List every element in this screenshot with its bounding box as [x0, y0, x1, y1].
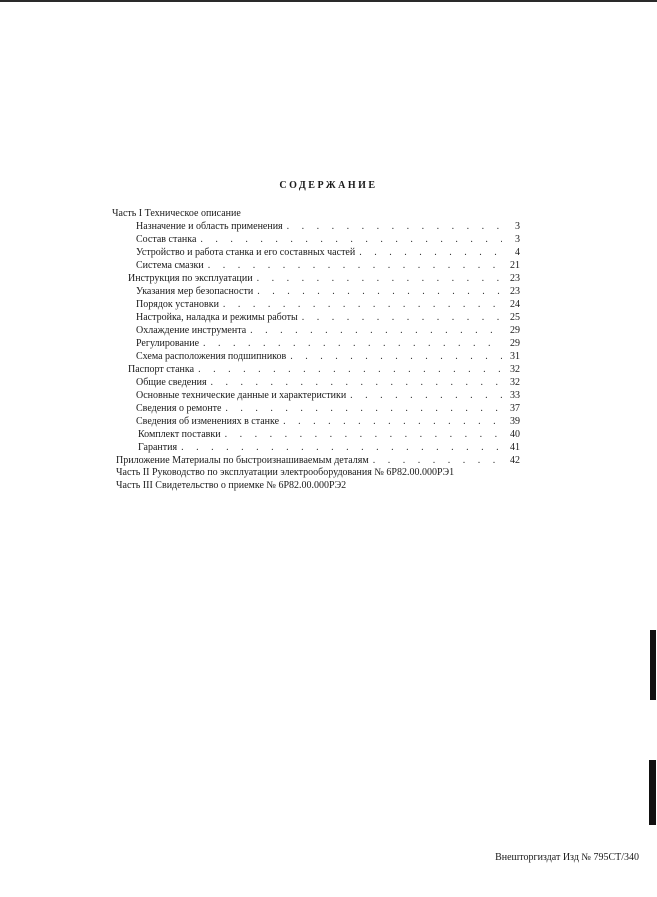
toc-entry-page: 33	[510, 390, 520, 401]
toc-entry-page: 40	[510, 429, 520, 440]
toc-entry-page: 4	[515, 247, 520, 258]
toc-entry[interactable]	[128, 272, 520, 285]
dot-leader	[225, 428, 502, 441]
toc-entry-label: Общие сведения	[136, 377, 207, 388]
toc-entry-label: Состав станка	[136, 234, 197, 245]
toc-entry-label: Назначение и область применения	[136, 221, 283, 232]
toc-entry-page: 37	[510, 403, 520, 414]
dot-leader	[359, 246, 502, 259]
dot-leader	[208, 259, 502, 272]
toc-entry-label: Регулирование	[136, 338, 200, 349]
toc-entry-page: 23	[510, 273, 520, 284]
toc-entry-page: 42	[510, 455, 520, 466]
toc-entry[interactable]	[136, 324, 520, 337]
toc-entry[interactable]	[136, 415, 520, 428]
toc-entry-label: Инструкция по эксплуатации	[128, 273, 253, 284]
toc-entry-page: 41	[510, 442, 520, 453]
dot-leader	[283, 415, 502, 428]
toc-entry[interactable]	[136, 311, 520, 324]
toc-entry[interactable]	[136, 402, 520, 415]
toc-entry-page: 39	[510, 416, 520, 427]
page-title: СОДЕРЖАНИЕ	[279, 180, 378, 191]
toc-entry-page: 3	[515, 234, 520, 245]
part2-line[interactable]: Часть II Руководство по эксплуатации электрооборудования № 6Р82.00.000РЭ1	[116, 467, 455, 478]
dot-leader	[290, 350, 502, 363]
toc-entry[interactable]	[136, 220, 520, 233]
dot-leader	[200, 233, 502, 246]
toc-entry[interactable]	[138, 441, 520, 454]
toc-entry[interactable]	[136, 233, 520, 246]
toc-entry-page: 32	[510, 364, 520, 375]
dot-leader	[257, 272, 502, 285]
toc-entry-label: Указания мер безопасности	[136, 286, 254, 297]
dot-leader	[250, 324, 502, 337]
toc-entry-page: 32	[510, 377, 520, 388]
toc-entry-page: 3	[515, 221, 520, 232]
toc-entry-label: Основные технические данные и характеристики	[136, 390, 347, 401]
toc-entry-label: Настройка, наладка и режимы работы	[136, 312, 298, 323]
toc-entry-label: Сведения о ремонте	[136, 403, 222, 414]
toc-entry-page: 29	[510, 325, 520, 336]
toc-entry[interactable]	[138, 428, 520, 441]
toc-entry-label: Порядок установки	[136, 299, 219, 310]
part1-heading: Часть I Техническое описание	[112, 208, 241, 219]
dot-leader	[225, 402, 502, 415]
dot-leader	[203, 337, 502, 350]
dot-leader	[302, 311, 502, 324]
toc-entry-page: 31	[510, 351, 520, 362]
toc-entry[interactable]	[136, 389, 520, 402]
toc-entry[interactable]	[136, 298, 520, 311]
publisher-footer: Внешторгиздат Изд № 795СТ/340	[495, 852, 639, 863]
toc-entry-label: Система смазки	[136, 260, 204, 271]
part3-line[interactable]: Часть III Свидетельство о приемке № 6Р82.00.000РЭ2	[116, 480, 347, 491]
toc-entry-page: 25	[510, 312, 520, 323]
dot-leader	[198, 363, 502, 376]
toc-entry-label: Гарантия	[138, 442, 178, 453]
toc-entry[interactable]	[136, 285, 520, 298]
dot-leader	[350, 389, 502, 402]
toc-entry[interactable]	[136, 376, 520, 389]
toc-entry-label: Схема расположения подшипников	[136, 351, 287, 362]
toc-entry-page: 24	[510, 299, 520, 310]
toc-entry-label: Устройство и работа станка и его составных частей	[136, 247, 356, 258]
toc-entry[interactable]	[136, 350, 520, 363]
toc-entry-label: Паспорт станка	[128, 364, 195, 375]
dot-leader	[287, 220, 502, 233]
toc-entry[interactable]	[136, 337, 520, 350]
dot-leader	[181, 441, 502, 454]
toc-entry-page: 23	[510, 286, 520, 297]
toc-entry-label: Комплект поставки	[138, 429, 221, 440]
dot-leader	[257, 285, 502, 298]
toc-entry-label: Приложение Материалы по быстроизнашиваемым деталям	[116, 455, 369, 466]
toc-entry-label: Охлаждение инструмента	[136, 325, 247, 336]
toc-entry-label: Сведения об изменениях в станке	[136, 416, 280, 427]
toc-entry[interactable]	[136, 246, 520, 259]
dot-leader	[211, 376, 502, 389]
dot-leader	[223, 298, 502, 311]
toc-entry[interactable]	[128, 363, 520, 376]
toc-entry[interactable]	[136, 259, 520, 272]
toc-entry-page: 21	[510, 260, 520, 271]
toc-entry-page: 29	[510, 338, 520, 349]
